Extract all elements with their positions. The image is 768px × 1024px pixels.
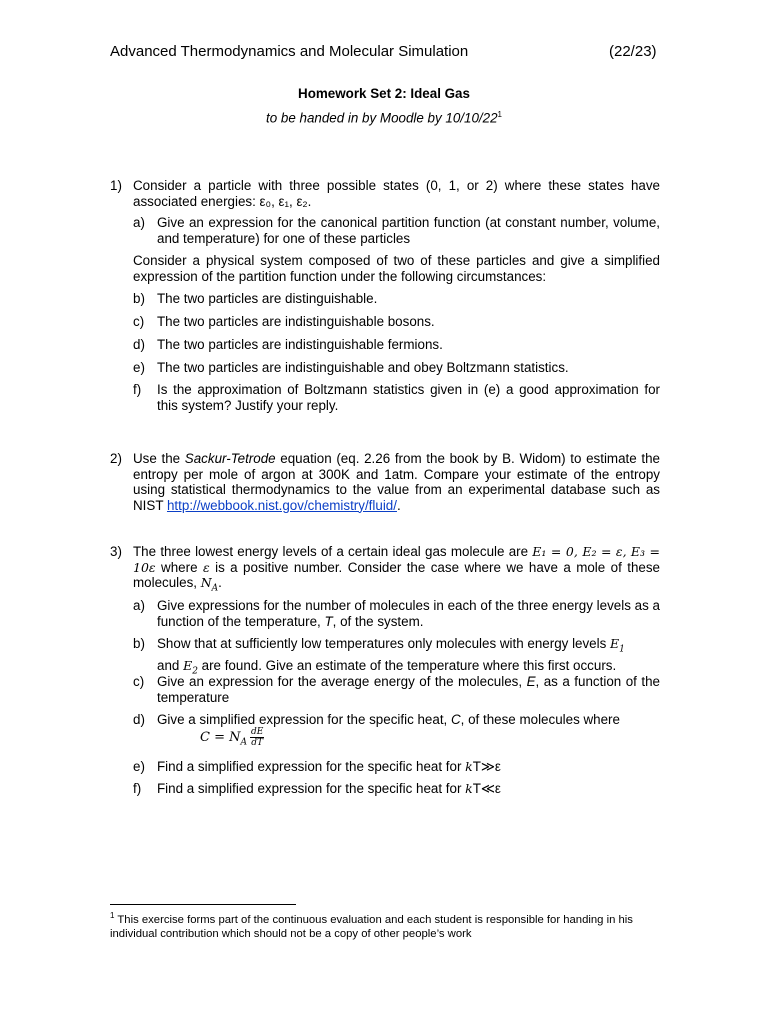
avogadro-symbol [200, 575, 219, 594]
homework-subtitle [0, 110, 768, 125]
q1-part-e [133, 360, 660, 376]
question-text [133, 544, 660, 597]
part-text: Give an expression for the canonical partition function (at constant number, volume, and temperature) for one of these particles [157, 215, 660, 246]
formula-subscript: A [240, 737, 247, 748]
question-3 [110, 544, 660, 597]
text-run: equation (eq. 2.26 from the book by B. Widom) to estimate the entropy per mole of argon at 300K and 1atm. Compare your estimate of the entropy using statistical thermodynamics to the value from an experimental database such as NIST [133, 451, 660, 513]
nist-link[interactable]: http://webbook.nist.gov/chemistry/fluid/ [166, 497, 397, 513]
q3-part-a [133, 598, 660, 629]
part-label: f) [133, 781, 142, 796]
text-run: Show that at sufficiently low temperatures only molecules with energy levels [157, 636, 611, 651]
specific-heat-formula [200, 727, 264, 748]
part-label: d) [133, 337, 145, 352]
boltzmann-k-symbol: k [465, 759, 473, 774]
part-text: Is the approximation of Boltzmann statistics given in (e) a good approximation for this system? Justify your reply. [157, 382, 660, 413]
symbol-base: E [183, 658, 193, 673]
heat-capacity-symbol: C [451, 712, 461, 727]
part-text [157, 712, 660, 728]
part-label: e) [133, 360, 145, 375]
text-run: where [155, 559, 203, 575]
text-run: Use the [133, 451, 185, 466]
energy-level-3-math: E₃ = 10ε [133, 544, 660, 575]
energy-2-symbol [183, 658, 198, 677]
footnote-text: This exercise forms part of the continuous evaluation and each student is responsible for handing in his individual contribution which should not be a copy of other people’s work [110, 913, 633, 941]
text-run: Find a simplified expression for the specific heat for [157, 781, 466, 796]
text-run: The three lowest energy levels of a certain ideal gas molecule are [133, 544, 533, 559]
q1-part-a [133, 215, 660, 246]
text-run: , as a function of the temperature [157, 674, 660, 705]
part-label: a) [133, 598, 145, 613]
symbol-base: E [610, 636, 620, 651]
part-text: The two particles are indistinguishable and obey Boltzmann statistics. [157, 360, 569, 375]
equation-name: Sackur-Tetrode [184, 451, 276, 466]
condition-text: T≪ε [472, 781, 501, 796]
part-label: b) [133, 291, 145, 306]
footnote-separator [110, 904, 296, 905]
q1-part-f [133, 382, 660, 413]
question-number: 2) [110, 451, 122, 466]
part-text [157, 674, 660, 705]
text-run: , of these molecules where [460, 712, 620, 727]
symbol-base: N [200, 575, 212, 590]
text-run: . [396, 497, 401, 513]
text-run: and [157, 658, 184, 673]
question-number: 3) [110, 544, 122, 559]
energy-1-symbol [610, 636, 625, 655]
q3-part-e [133, 759, 660, 775]
symbol-subscript: 2 [192, 666, 198, 677]
footnote-mark: 1 [110, 911, 115, 920]
q3-part-c [133, 674, 660, 705]
part-text: The two particles are indistinguishable fermions. [157, 337, 443, 352]
q3-part-d [133, 712, 660, 728]
symbol-subscript: A [211, 583, 219, 594]
part-label: c) [133, 674, 145, 689]
energy-symbol: E [526, 674, 536, 689]
academic-year: (22/23) [609, 43, 657, 60]
condition-text: T≫ε [472, 759, 501, 774]
formula-lhs: C = N [200, 730, 241, 745]
text-run: , of the system. [332, 613, 424, 629]
q1-part-c [133, 314, 660, 330]
question-number: 1) [110, 178, 122, 193]
due-date-text: to be handed in by Moodle by 10/10/22 [266, 110, 498, 126]
derivative-fraction [250, 727, 264, 748]
text-run: is a positive number. Consider the case where we have a mole of these molecules, [133, 559, 661, 590]
fraction-denominator: dT [251, 738, 264, 748]
text-run: are found. Give an estimate of the temperature where this first occurs. [197, 658, 617, 673]
part-text: The two particles are distinguishable. [157, 291, 378, 306]
course-title: Advanced Thermodynamics and Molecular Simulation [110, 43, 469, 60]
question-text: Consider a particle with three possible states (0, 1, or 2) where these states have associated energies: ε₀, ε₁, ε₂. [133, 178, 660, 209]
homework-title: Homework Set 2: Ideal Gas [298, 86, 470, 101]
question-1 [110, 178, 660, 209]
q3-part-f [133, 781, 660, 797]
text-run: Give an expression for the average energy of the molecules, [157, 674, 527, 689]
text-run: Find a simplified expression for the specific heat for [157, 759, 466, 774]
q1-part-b [133, 291, 660, 307]
part-label: f) [133, 382, 142, 397]
temperature-symbol: T [324, 613, 333, 629]
footnote [110, 909, 650, 942]
question-2 [110, 451, 660, 513]
question-text [133, 451, 660, 513]
energy-levels-math: E₁ = 0, E₂ = ε, [532, 544, 627, 559]
text-run: Give a simplified expression for the specific heat, [157, 712, 451, 727]
part-label: c) [133, 314, 145, 329]
part-label: b) [133, 636, 145, 651]
boltzmann-k-symbol: k [465, 781, 473, 796]
part-label: d) [133, 712, 145, 727]
text-run: . [218, 575, 222, 590]
fraction-numerator: dE [250, 727, 264, 737]
part-label: e) [133, 759, 145, 774]
q1-part-d [133, 337, 660, 353]
text-run: Give expressions for the number of molecules in each of the three energy levels as a function of the temperature, [157, 598, 660, 629]
part-text [157, 759, 660, 775]
part-text: The two particles are indistinguishable bosons. [157, 314, 435, 329]
part-label: a) [133, 215, 145, 230]
q1-context-paragraph: Consider a physical system composed of two of these particles and give a simplified expression of the partition function under the following circumstances: [133, 253, 660, 284]
symbol-subscript: 1 [619, 644, 625, 655]
epsilon-symbol: ε [202, 559, 210, 575]
part-text [157, 598, 660, 629]
footnote-ref: 1 [497, 110, 502, 119]
part-text [157, 781, 660, 797]
